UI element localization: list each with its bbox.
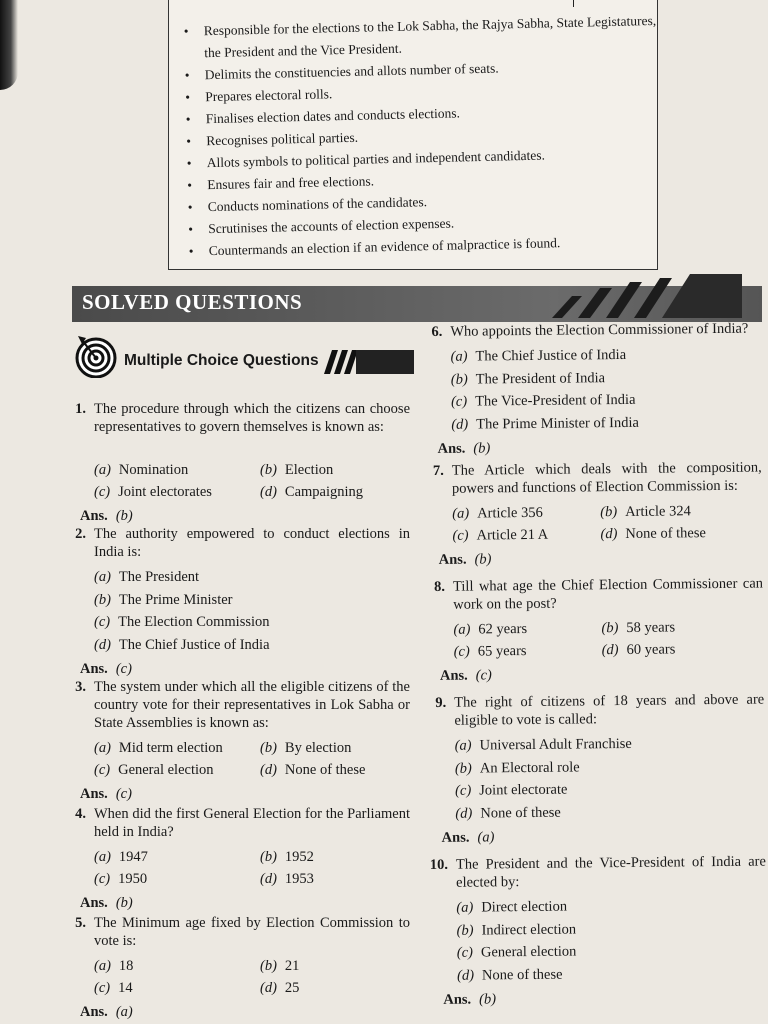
option-text: Joint electorate <box>479 781 568 799</box>
option-label: (b) <box>260 958 277 974</box>
answer-value: (b) <box>474 551 492 568</box>
answer-line <box>440 667 492 685</box>
list-item: • Delimits the constituencies and allots number of seats. <box>185 54 659 87</box>
answer-option <box>260 980 299 997</box>
option-label: (d) <box>600 526 618 543</box>
list-item: • Ensures fair and free elections. <box>187 164 661 197</box>
answer-line <box>80 895 133 912</box>
answer-option <box>455 736 632 755</box>
option-text: Article 324 <box>625 503 691 520</box>
answer-option <box>260 958 299 975</box>
answer-option <box>455 759 580 777</box>
option-label: (a) <box>450 348 468 365</box>
list-item: • Prepares electoral rolls. <box>185 76 659 109</box>
option-label: (a) <box>456 899 474 916</box>
answer-label: Ans. <box>437 440 466 457</box>
option-label: (c) <box>94 484 111 500</box>
option-label: (a) <box>452 505 470 522</box>
question-number: 3. <box>75 679 86 695</box>
option-label: (d) <box>260 762 277 778</box>
answer-value: (c) <box>115 661 132 677</box>
answer-option <box>452 505 543 523</box>
answer-value: (b) <box>115 895 133 911</box>
option-text: 18 <box>118 958 134 974</box>
answer-value: (a) <box>115 1004 133 1020</box>
answer-option <box>94 871 147 888</box>
answer-option <box>456 899 567 917</box>
answer-value: (c) <box>475 667 492 684</box>
option-text: The Chief Justice of India <box>118 636 270 653</box>
option-text: 25 <box>284 980 300 996</box>
question-number: 6. <box>431 323 443 340</box>
answer-value: (c) <box>115 786 132 802</box>
answer-line <box>80 1004 133 1021</box>
answer-label: Ans. <box>439 667 468 684</box>
option-text: Article 21 A <box>476 526 549 544</box>
option-label: (d) <box>456 967 475 984</box>
option-label: (a) <box>94 569 111 585</box>
answer-option <box>94 592 233 609</box>
option-label: (a) <box>454 737 472 754</box>
answer-option <box>94 484 212 501</box>
option-text: 58 years <box>626 619 676 636</box>
question-number: 7. <box>432 462 444 479</box>
question-text: The procedure through which the citizens can choose representatives to govern themselves is known as: <box>94 401 410 435</box>
option-label: (c) <box>94 871 111 887</box>
option-label: (c) <box>456 944 474 961</box>
question-number: 8. <box>434 578 446 595</box>
question-text: The Article which deals with the composition, powers and functions of Election Commission is: <box>451 459 762 497</box>
option-label: (c) <box>453 643 470 660</box>
answer-option <box>457 966 563 984</box>
question-number: 5. <box>75 915 86 931</box>
answer-option <box>451 392 636 411</box>
answer-option <box>94 614 270 631</box>
option-label: (a) <box>94 740 111 756</box>
option-text: General election <box>480 943 577 961</box>
answer-option <box>94 762 214 779</box>
list-item: • Conducts nominations of the candidates. <box>188 186 662 219</box>
answer-option <box>94 462 188 479</box>
option-label: (b) <box>260 740 277 756</box>
option-text: 1952 <box>284 849 314 865</box>
answer-option <box>453 621 527 639</box>
answer-value: (a) <box>477 829 495 846</box>
answer-option <box>260 849 314 866</box>
question-number: 10. <box>429 856 448 874</box>
option-text: The President <box>118 569 200 585</box>
answer-label: Ans. <box>438 551 467 568</box>
option-text: The Prime Minister <box>118 591 233 608</box>
option-text: 60 years <box>626 641 676 658</box>
question-text: The authority empowered to conduct elections in India is: <box>94 526 410 560</box>
question-text: When did the first General Election for the Parliament held in India? <box>94 806 410 840</box>
option-label: (d) <box>455 805 473 822</box>
answer-line <box>437 440 490 458</box>
option-label: (a) <box>94 958 111 974</box>
option-label: (b) <box>260 849 277 865</box>
option-text: General election <box>118 762 214 778</box>
answer-label: Ans. <box>443 991 472 1008</box>
option-label: (c) <box>94 762 111 778</box>
option-text: The Prime Minister of India <box>476 414 639 433</box>
answer-option <box>451 414 639 433</box>
option-label: (c) <box>450 393 468 410</box>
answer-option <box>455 782 567 800</box>
option-label: (a) <box>453 621 471 638</box>
option-text: None of these <box>284 762 366 778</box>
answer-label: Ans. <box>80 1004 108 1020</box>
answer-option <box>260 762 365 779</box>
answer-option <box>94 980 133 997</box>
option-text: The Chief Justice of India <box>475 346 627 365</box>
mcq-title: Multiple Choice Questions <box>124 352 319 369</box>
list-item: • Countermands an election if an evidence of malpractice is found. <box>189 230 663 263</box>
option-label: (d) <box>451 416 469 433</box>
option-label: (a) <box>94 462 111 478</box>
answer-line <box>442 829 495 847</box>
option-text: 1953 <box>284 871 314 887</box>
option-text: None of these <box>481 966 563 983</box>
option-label: (d) <box>94 636 111 653</box>
option-text: Joint electorates <box>118 484 212 500</box>
answer-line <box>443 991 496 1009</box>
question-number: 1. <box>75 401 86 417</box>
answer-option <box>260 484 363 501</box>
answer-option <box>602 641 676 659</box>
answer-option <box>94 569 199 586</box>
question-text: The system under which all the eligible citizens of the country vote for their representatives in Lok Sabha or State Assemblies is known as: <box>94 679 410 731</box>
answer-line <box>439 551 492 569</box>
answer-option <box>94 958 133 975</box>
option-label: (d) <box>260 484 277 500</box>
answer-option <box>454 643 527 661</box>
answer-option <box>600 503 691 521</box>
option-label: (d) <box>260 871 277 887</box>
answer-label: Ans. <box>80 508 108 524</box>
question-number: 2. <box>75 526 86 542</box>
answer-option <box>457 944 577 962</box>
answer-option <box>260 462 333 479</box>
option-text: The Vice-President of India <box>475 391 636 410</box>
answer-line <box>80 508 133 525</box>
list-item: • Recognises political parties. <box>186 120 660 153</box>
option-text: None of these <box>480 804 561 822</box>
option-label: (b) <box>601 620 619 637</box>
option-text: An Electoral role <box>479 758 580 777</box>
option-text: 62 years <box>478 621 528 638</box>
option-text: 65 years <box>477 643 527 660</box>
option-text: The President of India <box>475 369 606 388</box>
option-label: (c) <box>455 782 472 799</box>
answer-line <box>80 786 132 803</box>
question-number: 4. <box>75 806 86 822</box>
question-text: Who appoints the Election Commissioner of India? <box>450 320 749 340</box>
option-label: (b) <box>260 462 277 478</box>
question-text: The Minimum age fixed by Election Commission to vote is: <box>94 915 410 949</box>
option-label: (d) <box>260 980 277 996</box>
option-label: (b) <box>450 371 468 388</box>
question-text: Till what age the Chief Election Commissioner can work on the post? <box>452 575 764 613</box>
answer-option <box>457 921 577 939</box>
list-item: • Finalises election dates and conducts elections. <box>186 98 660 131</box>
answer-label: Ans. <box>441 829 470 846</box>
option-text: Campaigning <box>284 484 364 500</box>
answer-option <box>601 619 675 637</box>
question-text: The President and the Vice-President of India are elected by: <box>455 853 766 891</box>
option-label: (b) <box>94 591 111 608</box>
answer-line <box>80 661 132 678</box>
answer-option <box>94 637 270 654</box>
answer-value: (b) <box>473 440 491 457</box>
list-item: • Scrutinises the accounts of election expenses. <box>188 208 662 241</box>
option-text: The Election Commission <box>118 614 270 630</box>
option-label: (b) <box>454 760 472 777</box>
answer-value: (b) <box>115 508 133 524</box>
answer-option <box>260 871 314 888</box>
question-text: The right of citizens of 18 years and above are eligible to vote is called: <box>454 691 765 729</box>
answer-option <box>451 347 627 366</box>
option-label: (c) <box>94 980 111 996</box>
option-label: (b) <box>456 922 474 939</box>
option-text: None of these <box>625 525 706 542</box>
option-text: Indirect election <box>481 921 577 938</box>
option-text: Nomination <box>118 462 189 478</box>
option-text: Mid term election <box>118 740 223 756</box>
answer-option <box>451 370 605 389</box>
option-label: (b) <box>600 504 618 521</box>
option-text: By election <box>284 740 352 756</box>
list-item: • Allots symbols to political parties and independent candidates. <box>187 142 661 175</box>
option-text: Article 356 <box>477 504 543 522</box>
option-text: 21 <box>284 958 300 974</box>
answer-label: Ans. <box>80 895 108 911</box>
option-text: 1950 <box>118 871 148 887</box>
answer-option <box>260 740 351 757</box>
answer-label: Ans. <box>80 786 108 802</box>
question-number: 9. <box>435 694 447 711</box>
answer-option <box>94 849 148 866</box>
option-text: 14 <box>118 980 133 996</box>
answer-option <box>600 525 706 543</box>
answer-value: (b) <box>479 991 497 1008</box>
option-text: Universal Adult Franchise <box>479 735 632 754</box>
option-text: Direct election <box>481 898 568 916</box>
option-label: (d) <box>601 642 619 659</box>
section-title: SOLVED QUESTIONS <box>82 290 303 314</box>
option-label: (c) <box>94 614 111 630</box>
right-column <box>427 0 768 1024</box>
answer-option <box>452 527 548 545</box>
answer-option <box>94 740 223 757</box>
answer-option <box>455 804 561 822</box>
option-label: (c) <box>452 527 469 544</box>
option-text: 1947 <box>118 849 148 865</box>
list-item: • Responsible for the elections to the Lok Sabha, the Rajya Sabha, State Legistatures, the President and the Vice President. <box>184 10 659 65</box>
answer-label: Ans. <box>80 661 108 677</box>
option-label: (a) <box>94 849 111 865</box>
option-text: Election <box>284 462 334 478</box>
